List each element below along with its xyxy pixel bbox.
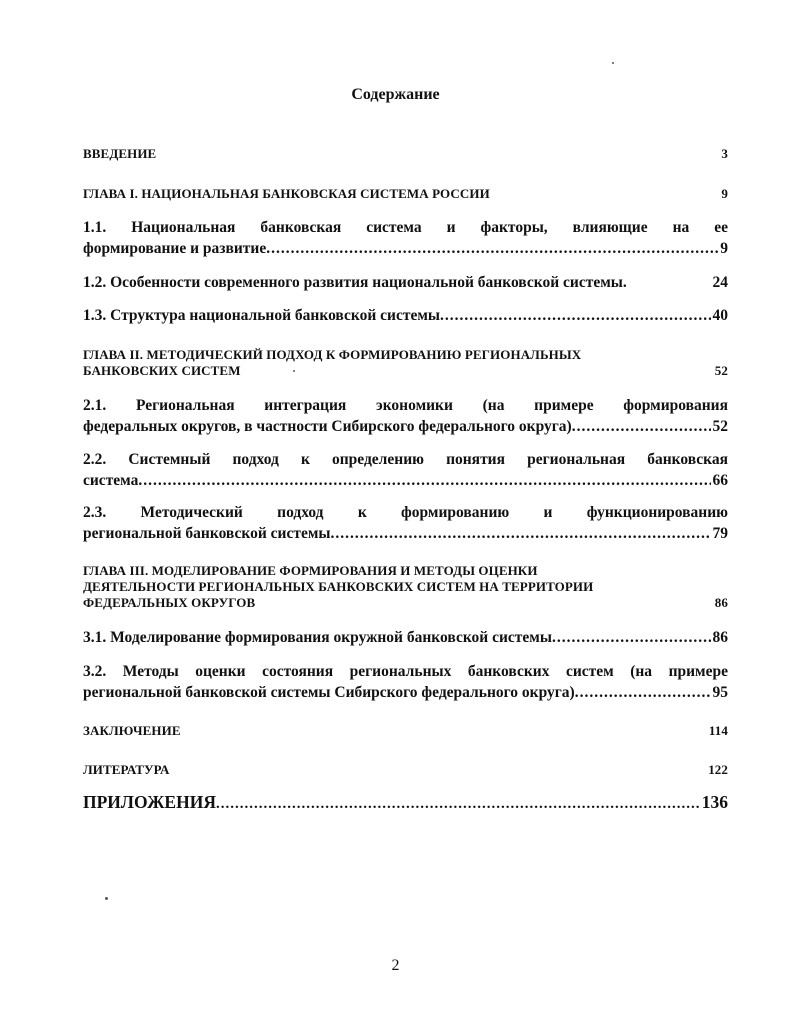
toc-entry-page: 86 xyxy=(714,595,728,610)
toc-entry-appendices[interactable] xyxy=(83,791,728,815)
scan-speck xyxy=(612,62,614,64)
toc-entry-line: 1.3. Структура национальной банковской системы xyxy=(83,307,440,324)
toc-entry-section-3-2[interactable] xyxy=(83,661,728,703)
leader-dots xyxy=(440,305,711,326)
toc-entry-line: 1.2. Особенности современного развития национальной банковской системы. xyxy=(83,274,627,291)
toc-entry-section-2-1[interactable] xyxy=(83,395,728,437)
leader-dots xyxy=(216,793,700,815)
leader-dots xyxy=(572,416,711,437)
leader-dots xyxy=(575,682,711,703)
toc-entry-chapter-3[interactable] xyxy=(83,563,728,611)
toc-entry-page: 114 xyxy=(708,723,728,738)
toc-entry-line: ДЕЯТЕЛЬНОСТИ РЕГИОНАЛЬНЫХ БАНКОВСКИХ СИСТЕМ НА ТЕРРИТОРИИ xyxy=(83,579,594,594)
toc-entry-page: 79 xyxy=(712,525,728,542)
leader-dots xyxy=(552,627,711,648)
toc-entry-literature[interactable] xyxy=(83,762,728,778)
toc-entry-page: 86 xyxy=(712,629,728,646)
toc-entry-line: региональной банковской системы Сибирского федерального округа) xyxy=(83,684,575,701)
toc-entry-line: 2.3. Методический подход к формированию и функционированию xyxy=(83,504,728,521)
toc-entry-page: 52 xyxy=(712,418,728,435)
toc-entry-conclusion[interactable] xyxy=(83,723,728,739)
toc-entry-line: 2.2. Системный подход к определению понятия региональная банковская xyxy=(83,451,728,468)
toc-entry-page: 122 xyxy=(708,762,728,777)
toc-entry-label: ПРИЛОЖЕНИЯ xyxy=(83,792,216,812)
toc-entry-introduction[interactable] xyxy=(83,146,728,162)
toc-entry-line: федеральных округов, в частности Сибирского федерального округа) xyxy=(83,418,572,435)
toc-entry-section-1-2[interactable] xyxy=(83,272,728,293)
toc-entry-line: система xyxy=(83,472,139,489)
toc-entry-section-1-3[interactable] xyxy=(83,305,728,326)
leader-dots xyxy=(266,238,718,259)
toc-entry-page: 66 xyxy=(712,472,728,489)
toc-entry-line: формирование и развитие xyxy=(83,240,267,257)
toc-entry-section-3-1[interactable] xyxy=(83,627,728,648)
toc-entry-page: 40 xyxy=(712,307,728,324)
toc-entry-label: ГЛАВА I. НАЦИОНАЛЬНАЯ БАНКОВСКАЯ СИСТЕМА РОССИИ xyxy=(83,186,490,201)
scan-speck xyxy=(105,897,108,900)
toc-entry-page: 9 xyxy=(720,240,728,257)
toc-entry-page: 3 xyxy=(721,146,728,161)
toc-entry-page: 9 xyxy=(721,186,728,201)
toc-entry-line: БАНКОВСКИХ СИСТЕМ xyxy=(83,363,241,378)
toc-entry-line: 3.2. Методы оценки состояния региональных банковских систем (на примере xyxy=(83,663,728,680)
toc-entry-chapter-2[interactable] xyxy=(83,347,728,379)
leader-dots xyxy=(331,523,711,544)
toc-entry-chapter-1[interactable] xyxy=(83,186,728,202)
toc-entry-line: 2.1. Региональная интеграция экономики (на примере формирования xyxy=(83,397,728,414)
scan-speck xyxy=(293,370,295,372)
toc-entry-page: 95 xyxy=(712,684,728,701)
toc-entry-section-2-3[interactable] xyxy=(83,502,728,544)
toc-entry-line: 3.1. Моделирование формирования окружной банковской системы xyxy=(83,629,552,646)
toc-entry-line: 1.1. Национальная банковская система и факторы, влияющие на ее xyxy=(83,219,728,236)
toc-entry-label: ВВЕДЕНИЕ xyxy=(83,146,157,161)
toc-entry-section-2-2[interactable] xyxy=(83,449,728,491)
toc-entry-page: 136 xyxy=(701,792,728,812)
toc-entry-page: 52 xyxy=(714,363,728,378)
page-title: Содержание xyxy=(351,86,440,103)
toc-entry-line: ФЕДЕРАЛЬНЫХ ОКРУГОВ xyxy=(83,595,256,610)
leader-dots xyxy=(138,470,710,491)
toc-entry-label: ЗАКЛЮЧЕНИЕ xyxy=(83,723,181,738)
toc-entry-label: ЛИТЕРАТУРА xyxy=(83,762,170,777)
page-number: 2 xyxy=(391,957,400,974)
toc-entry-line: ГЛАВА III. МОДЕЛИРОВАНИЕ ФОРМИРОВАНИЯ И МЕТОДЫ ОЦЕНКИ xyxy=(83,563,538,578)
toc-entry-line: региональной банковской системы xyxy=(83,525,331,542)
toc-entry-line: ГЛАВА II. МЕТОДИЧЕСКИЙ ПОДХОД К ФОРМИРОВАНИЮ РЕГИОНАЛЬНЫХ xyxy=(83,347,582,362)
toc-entry-section-1-1[interactable] xyxy=(83,217,728,259)
toc-entry-page: 24 xyxy=(712,274,728,291)
